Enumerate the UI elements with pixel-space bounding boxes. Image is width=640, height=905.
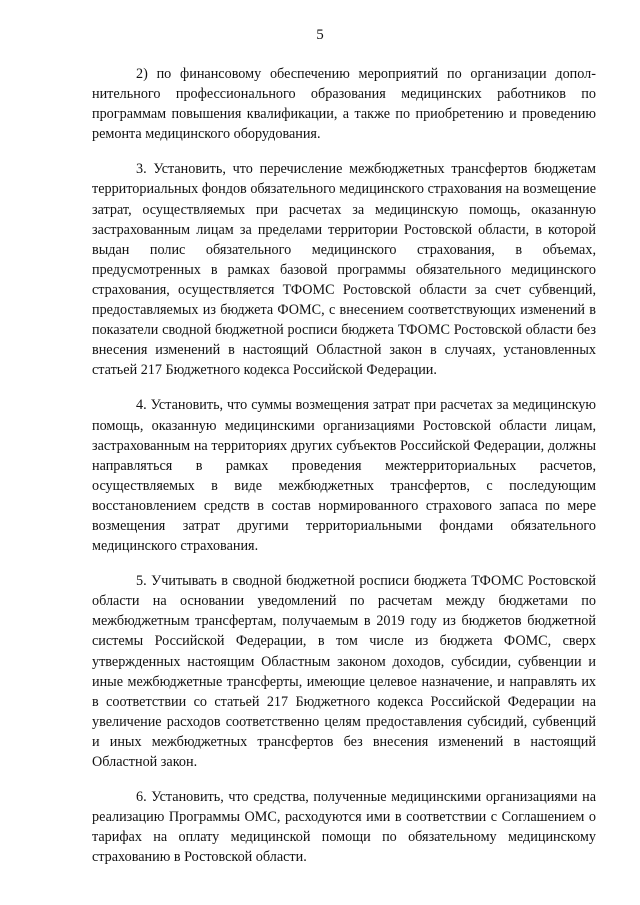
paragraph-gap xyxy=(92,144,596,159)
document-body xyxy=(92,64,596,867)
paragraph-4-reimbursement: 4. Установить, что суммы возмещения затрат при расчетах за медицинскую помощь, оказанную медицинскими организациями Ростовской области лицам, застрахованным на территориях других субъектов Российской Федерации, должны направляться в рамках проведения межтерриториальных расчетов, осуществляемых в виде межбюджетных трансфертов, с последующим восстановлением средств в состав нормированного страхового запаса по мере возмещения затрат другими территориальными фондами обязательного медицинского страхования. xyxy=(92,397,596,555)
paragraph-gap xyxy=(92,772,596,787)
paragraph-gap xyxy=(92,380,596,395)
paragraph-6-funds-usage: 6. Установить, что средства, полученные медицинскими организациями на реализацию Программы ОМС, расходуются ими в соответствии с Соглашением о тарифах на оплату медицинской помощи по обязательному медицинскому страхованию в Ростовской области. xyxy=(92,789,596,866)
paragraph-3-transfers: 3. Установить, что перечисление межбюджетных трансфертов бюджетам территориальных фондов обязательного медицинского страхования на возмещение затрат, осуществляемых при расчетах за медицинскую помощь, оказанную застрахованным лицам за пределами территории Ростовской области, в которой выдан полис обязательного медицинского страхования, в объемах, предусмотренных в рамках базовой программы обязательного медицинского страхования, осуществляется ТФОМС Ростовской области за счет субвенций, предоставляемых из бюджета ФОМС, с внесением соответствующих изменений в показатели сводной бюджетной росписи бюджета ТФОМС Ростовской области без внесения изменений в настоящий Областной закон в случаях, установленных статьей 217 Бюджетного кодекса Российской Федерации. xyxy=(92,161,596,379)
paragraph-5-budget-accounting: 5. Учитывать в сводной бюджетной росписи бюджета ТФОМС Ростовской области на основании уведомлений по расчетам между бюджетами по межбюджетным трансфертам, получаемым в 2019 году из бюджетов бюджетной системы Российской Федерации, в том числе из бюджета ФОМС, сверх утвержденных настоящим Областным законом доходов, субсидии, субвенции и иные межбюджетные трансферты, имеющие целевое назначение, и направлять их в соответствии со статьей 217 Бюджетного кодекса Российской Федерации на увеличение расходов соответственно целям предоставления субсидий, субвенций и иных межбюджетных трансфертов без внесения изменений в настоящий Областной закон. xyxy=(92,573,596,770)
paragraph-gap xyxy=(92,556,596,571)
page-number: 5 xyxy=(316,27,324,43)
paragraph-2-financing: 2) по финансовому обеспечению мероприятий по организации дополнительного профессионального образования медицинских работников по программам повышения квалификации, а также по приобретению и проведению ремонта медицинского оборудования. xyxy=(92,66,596,143)
